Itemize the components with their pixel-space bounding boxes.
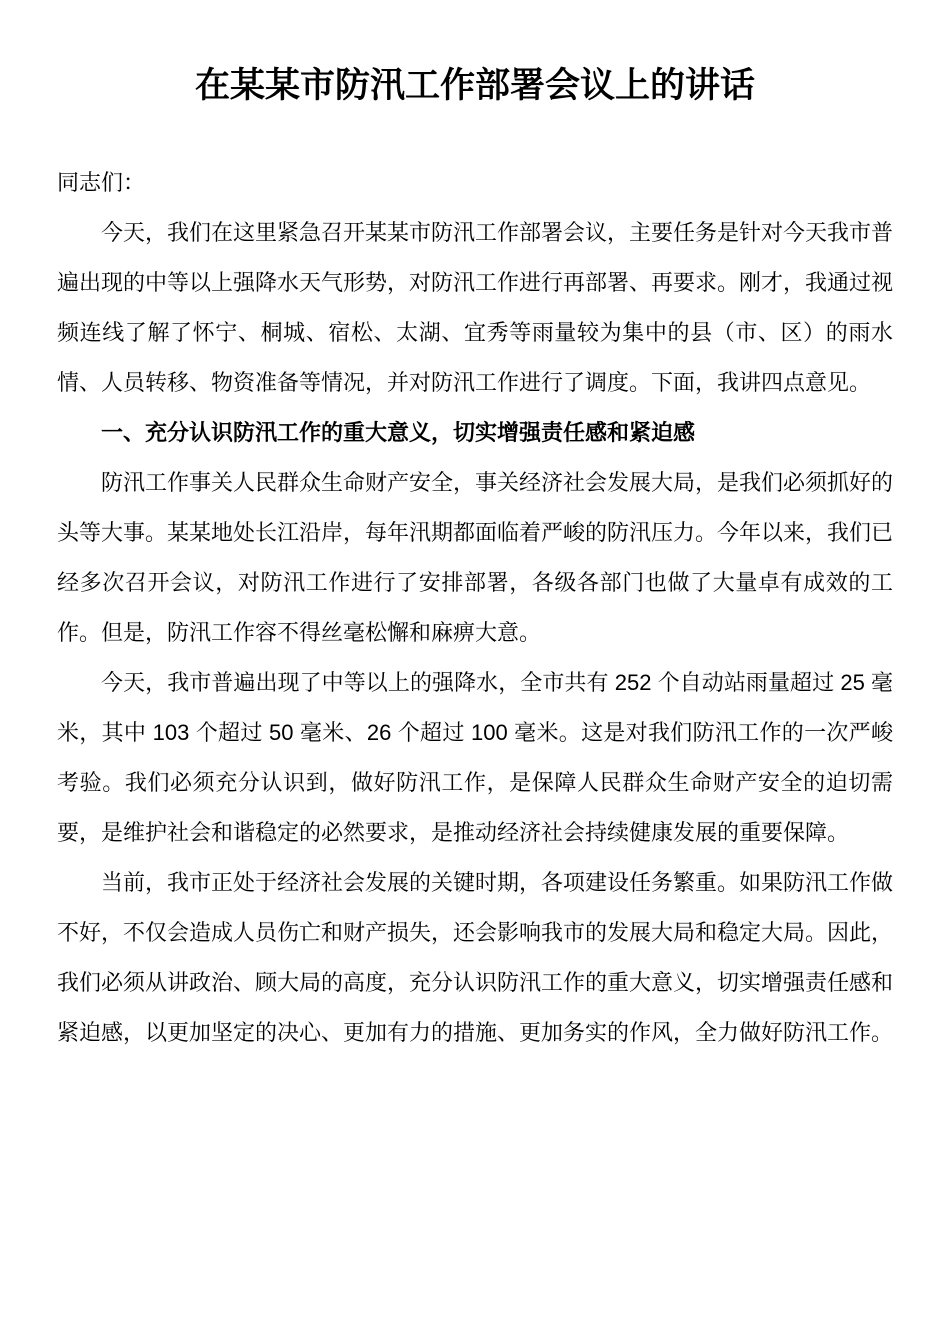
paragraph-rainfall-stats: 今天，我市普遍出现了中等以上的强降水，全市共有 252 个自动站雨量超过 25 毫米，其中 103 个超过 50 毫米、26 个超过 100 毫米。这是对我们防汛工作的一次严峻考验。我们必须充分认识到，做好防汛工作，是保障人民群众生命财产安全的迫切需要，是维护社会和谐稳定的必然要求，是推动经济社会持续健康发展的重要保障。 <box>57 670 893 845</box>
paragraph-significance: 防汛工作事关人民群众生命财产安全，事关经济社会发展大局，是我们必须抓好的头等大事。某某地处长江沿岸，每年汛期都面临着严峻的防汛压力。今年以来，我们已经多次召开会议，对防汛工作进行了安排部署，各级各部门也做了大量卓有成效的工作。但是，防汛工作容不得丝毫松懈和麻痹大意。 <box>57 470 894 645</box>
salutation: 同志们： <box>57 170 146 195</box>
paragraph-current-situation: 当前，我市正处于经济社会发展的关键时期，各项建设任务繁重。如果防汛工作做不好，不仅会造成人员伤亡和财产损失，还会影响我市的发展大局和稳定大局。因此，我们必须从讲政治、顾大局的高度，充分认识防汛工作的重大意义，切实增强责任感和紧迫感，以更加坚定的决心、更加有力的措施、更加务实的作风，全力做好防汛工作。 <box>57 870 894 1045</box>
paragraph-intro: 今天，我们在这里紧急召开某某市防汛工作部署会议，主要任务是针对今天我市普遍出现的中等以上强降水天气形势，对防汛工作进行再部署、再要求。刚才，我通过视频连线了解了怀宁、桐城、宿松、太湖、宜秀等雨量较为集中的县（市、区）的雨水情、人员转移、物资准备等情况，并对防汛工作进行了调度。下面，我讲四点意见。 <box>57 220 894 395</box>
document-title: 在某某市防汛工作部署会议上的讲话 <box>194 66 755 105</box>
section-heading-1: 一、充分认识防汛工作的重大意义，切实增强责任感和紧迫感 <box>101 420 696 445</box>
